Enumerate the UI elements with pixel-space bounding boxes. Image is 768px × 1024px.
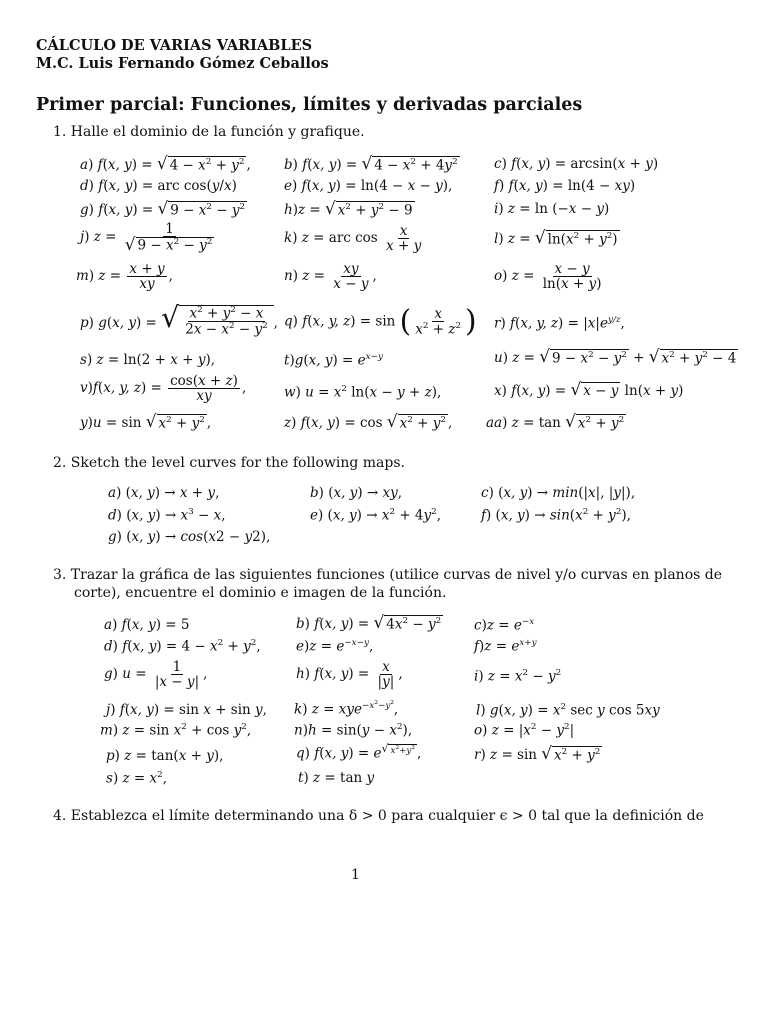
author-name: M.C. Luis Fernando Gómez Ceballos bbox=[36, 55, 329, 72]
q3-prompt-line1: 3. Trazar la gráfica de las siguientes funciones (utilice curvas de nivel y/o curvas en planos de bbox=[53, 567, 722, 583]
q1-item-i: i) z = ln (−x − y) bbox=[494, 201, 610, 217]
q1-item-aa: aa) z = tan √ $x^2 + y^2$ bbox=[486, 411, 625, 432]
q1-item-h: h)z = √ $x^2 + y^2 - 9$ bbox=[284, 198, 413, 219]
q3-prompt-line2: corte), encuentre el dominio e imagen de la función. bbox=[74, 585, 447, 601]
q1-item-d: d) f(x, y) = arc cos(y/x) bbox=[80, 178, 237, 194]
q1-item-g: g) f(x, y) = √ $9 - x^2 - y^2$ bbox=[80, 198, 246, 219]
page-number: 1 bbox=[351, 867, 360, 883]
q1-item-y: y)u = sin √ $x^2 + y^2$ , bbox=[80, 411, 212, 432]
q1-item-e: e) f(x, y) = ln(4 − x − y), bbox=[284, 178, 453, 194]
q3-item-q: q) f(x, y) = e $^{√ x^2+y^2}$ , bbox=[296, 742, 422, 762]
q3-item-l: l) g(x, $y) = x^2$ sec y cos 5xy bbox=[476, 702, 660, 719]
q3-item-k: k) z = xye$^{-x^2-y^2}$, bbox=[294, 700, 399, 718]
q2-item-d: d) (x, $y) \to x^3 - x$, bbox=[108, 507, 226, 524]
q3-item-d: d) f(x, $y) = 4 - x^2 + y^2$, bbox=[104, 638, 261, 655]
q1-item-p: p) g(x, y) = √ $\frac{x^2 + y^2 - x}{2x - x^2 - y^2}$ , bbox=[80, 301, 278, 338]
q1-item-a: a) f(x, y) = √ $4 - x^2 + y^2$ , bbox=[80, 153, 251, 174]
q1-item-q: q) f(x, y, z) = sin ( $\frac{x}{x^2 + z^2}$ ) bbox=[284, 304, 477, 340]
q3-item-f: $f)z = e^{x+y}$ bbox=[474, 638, 537, 655]
q3-item-m: m) $z = \sin x^2 + \cos y^2$, bbox=[100, 722, 252, 739]
q4-prompt: 4. Establezca el límite determinando una δ > 0 para cualquier ϵ > 0 tal que la definición de bbox=[53, 808, 704, 824]
q1-item-u: u) z = √ $9 - x^2 - y^2$ + √ $x^2 + y^2 - 4$ bbox=[494, 346, 737, 367]
q1-item-t: t)g(x, $y) = e^{x-y}$ bbox=[284, 352, 383, 369]
q1-item-c: c) f(x, y) = arcsin(x + y) bbox=[494, 156, 659, 172]
q3-item-j: j) f(x, y) = sin x + sin y, bbox=[106, 702, 267, 718]
q3-item-n: $n)h = \sin(y - x^2)$, bbox=[294, 722, 413, 739]
q3-item-e: $e)z = e^{-x-y}$, bbox=[296, 638, 374, 655]
q1-prompt: 1. Halle el dominio de la función y grafique. bbox=[53, 124, 365, 140]
q2-item-a: a) (x, y) → x + y, bbox=[108, 485, 220, 501]
q1-item-z: z) f(x, y) = cos √ $x^2 + y^2$ , bbox=[284, 411, 453, 432]
course-title: CÁLCULO DE VARIAS VARIABLES bbox=[36, 37, 313, 54]
q1-item-n: n) z = $\frac{xy}{x - y}$ , bbox=[284, 261, 377, 293]
q1-item-o: o) z = $\frac{x - y}{\ln(x + y)}$ bbox=[494, 261, 602, 293]
q3-item-b: b) f(x, y) = √ $4x^2 - y^2$ bbox=[296, 612, 442, 633]
q3-item-o: o) $z = |x^2 - y^2|$ bbox=[474, 722, 575, 739]
q3-item-r: r) z = sin √ $x^2 + y^2$ bbox=[474, 743, 601, 764]
q3-item-c: $c)z = e^{-x}$ bbox=[474, 617, 535, 634]
q1-item-b: b) f(x, y) = √ $4 - x^2 + 4y^2$ bbox=[284, 153, 458, 174]
q1-item-x: x) f(x, y) = √ x − y ln(x + y) bbox=[494, 379, 684, 399]
q3-item-t: t) z = tan y bbox=[298, 770, 375, 786]
q3-item-i: i) $z = x^2 - y^2$ bbox=[474, 668, 562, 685]
q2-prompt: 2. Sketch the level curves for the following maps. bbox=[53, 455, 405, 471]
q1-item-r: r) f(x, y, $z) = |x|e^{y/z}$, bbox=[494, 315, 625, 332]
q1-item-f: f) f(x, y) = ln(4 − xy) bbox=[494, 178, 636, 194]
q1-item-m: m) z = $\frac{x + y}{xy}$ , bbox=[76, 261, 173, 293]
q2-item-f: f) (x, $y) \to \sin(x^2 + y^2)$, bbox=[481, 507, 631, 524]
q3-item-s: s) $z = x^2$, bbox=[106, 770, 168, 787]
q1-item-j: j) z = 1 √ $9 - x^2 - y^2$ bbox=[80, 221, 213, 255]
q3-item-p: p) z = tan(x + y), bbox=[106, 748, 224, 764]
q3-item-a: a) f(x, y) = 5 bbox=[104, 617, 190, 633]
q1-item-s: s) z = ln(2 + x + y), bbox=[80, 352, 216, 368]
q1-item-l: l) z = √ $\ln(x^2 + y^2)$ bbox=[494, 227, 618, 248]
q2-item-g: g) (x, y) → cos(x2 − y2), bbox=[108, 529, 271, 545]
q2-item-c: c) (x, y) → min(|x|, |y|), bbox=[481, 485, 636, 501]
q3-item-g: g) u = $\frac{1}{|x - y|}$ , bbox=[104, 659, 208, 691]
q2-item-b: b) (x, y) → xy, bbox=[310, 485, 403, 501]
q1-item-w: w) $u = x^2$ ln(x − y + z), bbox=[284, 384, 442, 401]
section-title: Primer parcial: Funciones, límites y derivadas parciales bbox=[36, 95, 583, 115]
q1-item-k: k) z = arc cos $\frac{x}{x + y}$ bbox=[284, 223, 422, 255]
q3-item-h: h) f(x, y) = $\frac{x}{|y|}$ , bbox=[296, 659, 403, 691]
q1-item-v: v)f(x, y, z) = $\frac{\cos(x + z)}{xy}$ , bbox=[80, 373, 247, 405]
q2-item-e: e) (x, $y) \to x^2 + 4y^2$, bbox=[310, 507, 442, 524]
